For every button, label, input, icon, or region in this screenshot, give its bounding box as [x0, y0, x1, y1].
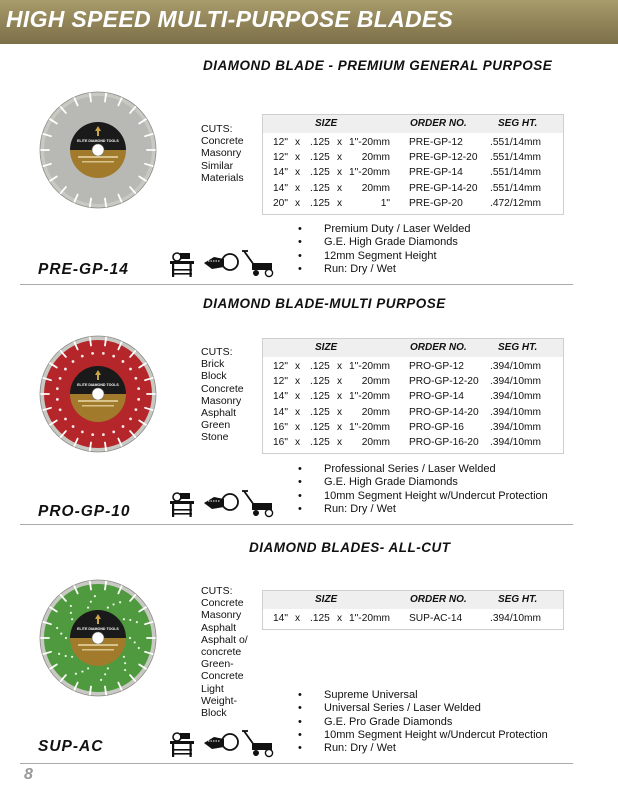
cell-diameter: 14" — [273, 182, 288, 194]
feature-text: Run: Dry / Wet — [324, 262, 396, 275]
cooling-hole — [122, 425, 125, 428]
cell-diameter: 16" — [273, 436, 288, 448]
saw-icons — [168, 249, 280, 279]
column-header-size: SIZE — [315, 594, 338, 605]
blade-gullet — [90, 338, 91, 346]
cuts-item: Stone — [201, 431, 229, 444]
arbor-hole — [92, 144, 104, 156]
feature-item — [298, 263, 471, 276]
cell-diameter: 12" — [273, 361, 288, 372]
cell-arbor: 1"-20mm — [349, 421, 390, 433]
column-header-size: SIZE — [315, 342, 338, 353]
cell-order-no: PRO-GP-16-20 — [409, 436, 479, 448]
cuts-item: Asphalt o/ — [201, 633, 248, 646]
cell-times: x — [295, 361, 301, 372]
feature-list — [298, 689, 548, 755]
spec-table-header — [263, 591, 563, 609]
table-row — [263, 420, 563, 435]
cooling-hole — [91, 433, 94, 436]
application-icons — [168, 249, 280, 284]
cut-off-saw-icon — [204, 734, 238, 750]
feature-item — [298, 716, 548, 729]
feature-item — [298, 689, 548, 702]
walk-behind-saw-icon — [242, 251, 273, 277]
cell-arbor: 20mm — [361, 152, 390, 164]
bullet-icon: • — [298, 702, 302, 715]
cell-width: .125 — [310, 436, 330, 448]
footer-divider — [20, 763, 573, 764]
cooling-hole — [124, 662, 126, 664]
cell-seg-ht: .394/10mm — [490, 436, 541, 448]
cell-times: x — [337, 406, 343, 418]
header-banner — [0, 0, 618, 44]
feature-text: Universal Series / Laser Welded — [324, 702, 481, 715]
cell-order-no: PRO-GP-14-20 — [409, 406, 479, 418]
cut-off-saw-icon — [204, 254, 238, 270]
cell-diameter: 14" — [273, 391, 288, 403]
cuts-item: Materials — [201, 171, 244, 184]
cooling-hole — [107, 606, 109, 608]
cuts-list — [201, 123, 244, 184]
cell-arbor: 1"-20mm — [349, 167, 390, 179]
cell-seg-ht: .394/10mm — [490, 421, 541, 433]
blade-gullet — [105, 582, 106, 590]
cuts-item: Concrete — [201, 382, 244, 395]
column-header-order-no: ORDER NO. — [410, 118, 467, 129]
cooling-hole — [65, 637, 67, 639]
bullet-icon: • — [298, 728, 302, 741]
cooling-hole — [112, 355, 115, 358]
cuts-item: Weight- — [201, 694, 237, 707]
page-title: HIGH SPEED MULTI-PURPOSE BLADES — [6, 6, 454, 32]
cooling-hole — [112, 603, 114, 605]
section-divider — [20, 284, 573, 285]
cell-seg-ht: .394/10mm — [490, 376, 541, 388]
cuts-item: Similar — [201, 159, 234, 172]
feature-text: 12mm Segment Height — [324, 249, 437, 262]
cooling-hole — [129, 418, 132, 421]
cooling-hole — [102, 352, 105, 355]
bullet-icon: • — [298, 262, 302, 275]
cell-order-no: PRE-GP-12 — [409, 137, 463, 148]
cell-diameter: 16" — [273, 421, 288, 433]
cuts-item: Masonry — [201, 609, 242, 622]
table-row — [263, 150, 563, 165]
bullet-icon: • — [298, 742, 302, 755]
section-divider — [20, 524, 573, 525]
cell-order-no: PRO-GP-12-20 — [409, 376, 479, 388]
cell-times: x — [295, 391, 301, 403]
cuts-item: Green- — [201, 658, 234, 671]
table-saw-icon — [170, 493, 194, 517]
table-row — [263, 435, 563, 450]
cell-arbor: 1"-20mm — [349, 137, 390, 148]
blade-gullet — [105, 687, 106, 695]
spec-table — [262, 114, 564, 215]
cooling-hole — [65, 655, 67, 657]
feature-text: 10mm Segment Height w/Undercut Protection — [324, 489, 548, 502]
cell-order-no: SUP-AC-14 — [409, 613, 463, 624]
blade-label-stripe — [82, 161, 114, 163]
cooling-hole — [81, 430, 84, 433]
table-row — [263, 359, 563, 374]
cell-times: x — [337, 421, 343, 433]
column-header-order-no: ORDER NO. — [410, 342, 467, 353]
feature-item — [298, 476, 548, 489]
cooling-hole — [137, 387, 140, 390]
column-header-seg-ht: SEG HT. — [498, 118, 538, 129]
model-number: PRE-GP-14 — [38, 261, 129, 278]
cooling-hole — [119, 601, 121, 603]
cell-width: .125 — [310, 613, 330, 624]
cell-seg-ht: .551/14mm — [490, 182, 541, 194]
blade-label-stripe — [78, 644, 118, 646]
bullet-icon: • — [298, 715, 302, 728]
cuts-item: Asphalt — [201, 407, 237, 420]
table-row — [263, 389, 563, 404]
cell-times: x — [337, 391, 343, 403]
bullet-icon: • — [298, 489, 302, 502]
cuts-item: Green — [201, 419, 231, 432]
cell-times: x — [295, 421, 301, 433]
cuts-item: Concrete — [201, 135, 244, 148]
cooling-hole — [134, 408, 137, 411]
cell-seg-ht: .551/14mm — [490, 152, 541, 164]
cell-diameter: 14" — [273, 613, 288, 624]
feature-item — [298, 702, 548, 715]
cuts-item: concrete — [201, 646, 242, 659]
cell-width: .125 — [310, 421, 330, 433]
feature-item — [298, 742, 548, 755]
cell-diameter: 14" — [273, 167, 288, 179]
cell-width: .125 — [310, 152, 330, 164]
blade-image — [38, 334, 158, 454]
feature-item — [298, 236, 471, 249]
bullet-icon: • — [298, 502, 302, 515]
blade-image — [38, 90, 158, 210]
cut-off-saw-icon — [204, 494, 238, 510]
cell-order-no: PRE-GP-20 — [409, 197, 463, 209]
cooling-hole — [81, 670, 83, 672]
feature-text: 10mm Segment Height w/Undercut Protection — [324, 728, 548, 741]
spec-table-body — [263, 357, 563, 453]
feature-list — [298, 223, 471, 276]
feature-text: G.E. High Grade Diamonds — [324, 236, 458, 249]
blade-brand-text: ELITE DIAMOND TOOLS — [77, 627, 119, 631]
cuts-item: Asphalt — [201, 621, 237, 634]
cell-order-no: PRO-GP-16 — [409, 421, 464, 433]
cooling-hole — [124, 669, 126, 671]
cell-times: x — [337, 436, 343, 448]
blade-brand-text: ELITE DIAMOND TOOLS — [77, 139, 119, 143]
cooling-hole — [75, 673, 77, 675]
spec-table-header — [263, 115, 563, 133]
table-row — [263, 165, 563, 180]
bullet-icon: • — [298, 223, 302, 235]
cell-seg-ht: .394/10mm — [490, 361, 541, 372]
cell-arbor: 20mm — [361, 182, 390, 194]
cell-order-no: PRO-GP-12 — [409, 361, 464, 372]
cuts-item: Concrete — [201, 670, 244, 683]
cell-times: x — [337, 376, 343, 388]
feature-text: Run: Dry / Wet — [324, 502, 396, 515]
blade-photo — [38, 578, 158, 703]
cell-times: x — [295, 406, 301, 418]
cooling-hole — [102, 433, 105, 436]
cell-order-no: PRE-GP-12-20 — [409, 152, 478, 164]
cell-order-no: PRO-GP-14 — [409, 391, 464, 403]
cooling-hole — [60, 632, 62, 634]
application-icons — [168, 729, 280, 764]
blade-gullet — [90, 443, 91, 451]
feature-text: Premium Duty / Laser Welded — [324, 223, 471, 235]
feature-text: Supreme Universal — [324, 689, 418, 701]
blade-gullet — [90, 687, 91, 695]
section-title: DIAMOND BLADE - PREMIUM GENERAL PURPOSE — [203, 58, 553, 73]
saw-icons — [168, 489, 280, 519]
feature-item — [298, 490, 548, 503]
table-row — [263, 196, 563, 211]
cell-times: x — [295, 137, 301, 148]
bullet-icon: • — [298, 249, 302, 262]
cell-arbor: 20mm — [361, 376, 390, 388]
cell-times: x — [295, 182, 301, 194]
table-saw-icon — [170, 733, 194, 757]
blade-label-stripe — [82, 405, 114, 407]
blade-label-stripe — [82, 649, 114, 651]
cooling-hole — [134, 377, 137, 380]
spec-table-body — [263, 133, 563, 214]
cell-diameter: 12" — [273, 152, 288, 164]
cell-times: x — [337, 197, 343, 209]
cuts-list — [201, 346, 244, 444]
bullet-icon: • — [298, 463, 302, 475]
cooling-hole — [56, 627, 58, 629]
feature-item — [298, 463, 548, 476]
cooling-hole — [70, 612, 72, 614]
cooling-hole — [59, 377, 62, 380]
blade-gullet — [105, 199, 106, 207]
cooling-hole — [56, 387, 59, 390]
cooling-hole — [129, 368, 132, 371]
cooling-hole — [136, 621, 138, 623]
cell-times: x — [337, 137, 343, 148]
table-row — [263, 374, 563, 389]
column-header-seg-ht: SEG HT. — [498, 342, 538, 353]
bullet-icon: • — [298, 476, 302, 489]
blade-gullet — [105, 94, 106, 102]
cuts-item: Block — [201, 707, 227, 720]
page-number: 8 — [24, 766, 33, 783]
blade-gullet — [105, 443, 106, 451]
cooling-hole — [59, 408, 62, 411]
spec-table — [262, 338, 564, 454]
column-header-size: SIZE — [315, 118, 338, 129]
cell-width: .125 — [310, 197, 330, 209]
cell-seg-ht: .472/12mm — [490, 197, 541, 209]
cell-width: .125 — [310, 406, 330, 418]
cell-times: x — [295, 152, 301, 164]
cell-arbor: 1"-20mm — [349, 391, 390, 403]
spec-table-header — [263, 339, 563, 357]
section-title: DIAMOND BLADES- ALL-CUT — [249, 540, 451, 555]
cooling-hole — [87, 667, 89, 669]
cooling-hole — [138, 647, 140, 649]
blade-brand-text: ELITE DIAMOND TOOLS — [77, 383, 119, 387]
cooling-hole — [129, 637, 131, 639]
table-row — [263, 611, 563, 626]
blade-gullet — [90, 94, 91, 102]
cell-order-no: PRE-GP-14-20 — [409, 182, 478, 194]
cell-width: .125 — [310, 391, 330, 403]
feature-text: G.E. Pro Grade Diamonds — [324, 715, 453, 728]
cell-arbor: 20mm — [361, 406, 390, 418]
feature-text: Run: Dry / Wet — [324, 742, 396, 755]
cooling-hole — [58, 653, 60, 655]
cuts-item: Light — [201, 682, 224, 695]
cooling-hole — [56, 398, 59, 401]
cooling-hole — [122, 360, 125, 363]
cooling-hole — [72, 425, 75, 428]
cooling-hole — [104, 673, 106, 675]
cell-times: x — [295, 197, 301, 209]
cell-seg-ht: .551/14mm — [490, 137, 541, 148]
feature-item — [298, 729, 548, 742]
cooling-hole — [87, 606, 89, 608]
cuts-list — [201, 585, 248, 719]
blade-gullet — [90, 199, 91, 207]
cooling-hole — [71, 656, 73, 658]
cooling-hole — [134, 641, 136, 643]
table-row — [263, 135, 563, 150]
column-header-order-no: ORDER NO. — [410, 594, 467, 605]
cell-order-no: PRE-GP-14 — [409, 167, 463, 179]
blade-photo — [38, 90, 158, 215]
cell-times: x — [295, 376, 301, 388]
cuts-label: CUTS: — [201, 346, 233, 358]
column-header-seg-ht: SEG HT. — [498, 594, 538, 605]
cell-diameter: 12" — [273, 137, 288, 148]
blade-gullet — [90, 582, 91, 590]
cell-times: x — [337, 613, 343, 624]
section-title: DIAMOND BLADE-MULTI PURPOSE — [203, 296, 446, 311]
cell-seg-ht: .394/10mm — [490, 406, 541, 418]
cooling-hole — [129, 619, 131, 621]
cell-times: x — [295, 167, 301, 179]
bullet-icon: • — [298, 689, 302, 701]
feature-list — [298, 463, 548, 516]
application-icons — [168, 489, 280, 524]
blade-gullet — [105, 338, 106, 346]
cooling-hole — [112, 430, 115, 433]
cell-width: .125 — [310, 376, 330, 388]
cuts-label: CUTS: — [201, 585, 233, 597]
feature-item — [298, 250, 471, 263]
cell-arbor: 20mm — [361, 436, 390, 448]
cell-arbor: 1" — [380, 197, 390, 209]
cell-times: x — [295, 613, 301, 624]
cuts-item: Masonry — [201, 147, 242, 160]
cuts-item: Brick — [201, 358, 225, 371]
feature-text: Professional Series / Laser Welded — [324, 463, 496, 475]
cooling-hole — [107, 667, 109, 669]
cell-width: .125 — [310, 361, 330, 372]
table-saw-icon — [170, 253, 194, 277]
table-row — [263, 181, 563, 196]
cell-width: .125 — [310, 137, 330, 148]
cell-arbor: 1"-20mm — [349, 361, 390, 372]
cell-seg-ht: .394/10mm — [490, 391, 541, 403]
feature-text: G.E. High Grade Diamonds — [324, 476, 458, 489]
cell-diameter: 20" — [273, 197, 288, 209]
cell-times: x — [337, 361, 343, 372]
cell-times: x — [337, 182, 343, 194]
cuts-item: Masonry — [201, 394, 242, 407]
cuts-label: CUTS: — [201, 123, 233, 135]
cuts-item: Block — [201, 370, 227, 383]
cell-diameter: 12" — [273, 376, 288, 388]
cuts-item: Concrete — [201, 597, 244, 610]
blade-image — [38, 578, 158, 698]
blade-photo — [38, 334, 158, 459]
cooling-hole — [137, 398, 140, 401]
cooling-hole — [91, 352, 94, 355]
cooling-hole — [64, 368, 67, 371]
blade-label-stripe — [78, 400, 118, 402]
arbor-hole — [92, 632, 104, 644]
cell-seg-ht: .551/14mm — [490, 167, 541, 179]
cooling-hole — [72, 360, 75, 363]
feature-item — [298, 223, 471, 236]
cell-width: .125 — [310, 167, 330, 179]
bullet-icon: • — [298, 236, 302, 249]
cell-width: .125 — [310, 182, 330, 194]
cell-seg-ht: .394/10mm — [490, 613, 541, 624]
model-number: SUP-AC — [38, 738, 104, 755]
saw-icons — [168, 729, 280, 759]
cooling-hole — [64, 418, 67, 421]
cell-times: x — [337, 167, 343, 179]
walk-behind-saw-icon — [242, 731, 273, 757]
feature-item — [298, 503, 548, 516]
arbor-hole — [92, 388, 104, 400]
blade-label-stripe — [78, 156, 118, 158]
spec-table-body — [263, 609, 563, 629]
table-row — [263, 405, 563, 420]
walk-behind-saw-icon — [242, 491, 273, 517]
cooling-hole — [100, 679, 102, 681]
cooling-hole — [70, 605, 72, 607]
cooling-hole — [94, 595, 96, 597]
cooling-hole — [71, 618, 73, 620]
cooling-hole — [90, 601, 92, 603]
cooling-hole — [123, 656, 125, 658]
cell-arbor: 1"-20mm — [349, 613, 390, 624]
cooling-hole — [81, 355, 84, 358]
cell-diameter: 14" — [273, 406, 288, 418]
spec-table — [262, 590, 564, 630]
cell-times: x — [295, 436, 301, 448]
cell-times: x — [337, 152, 343, 164]
model-number: PRO-GP-10 — [38, 503, 131, 520]
cooling-hole — [123, 618, 125, 620]
